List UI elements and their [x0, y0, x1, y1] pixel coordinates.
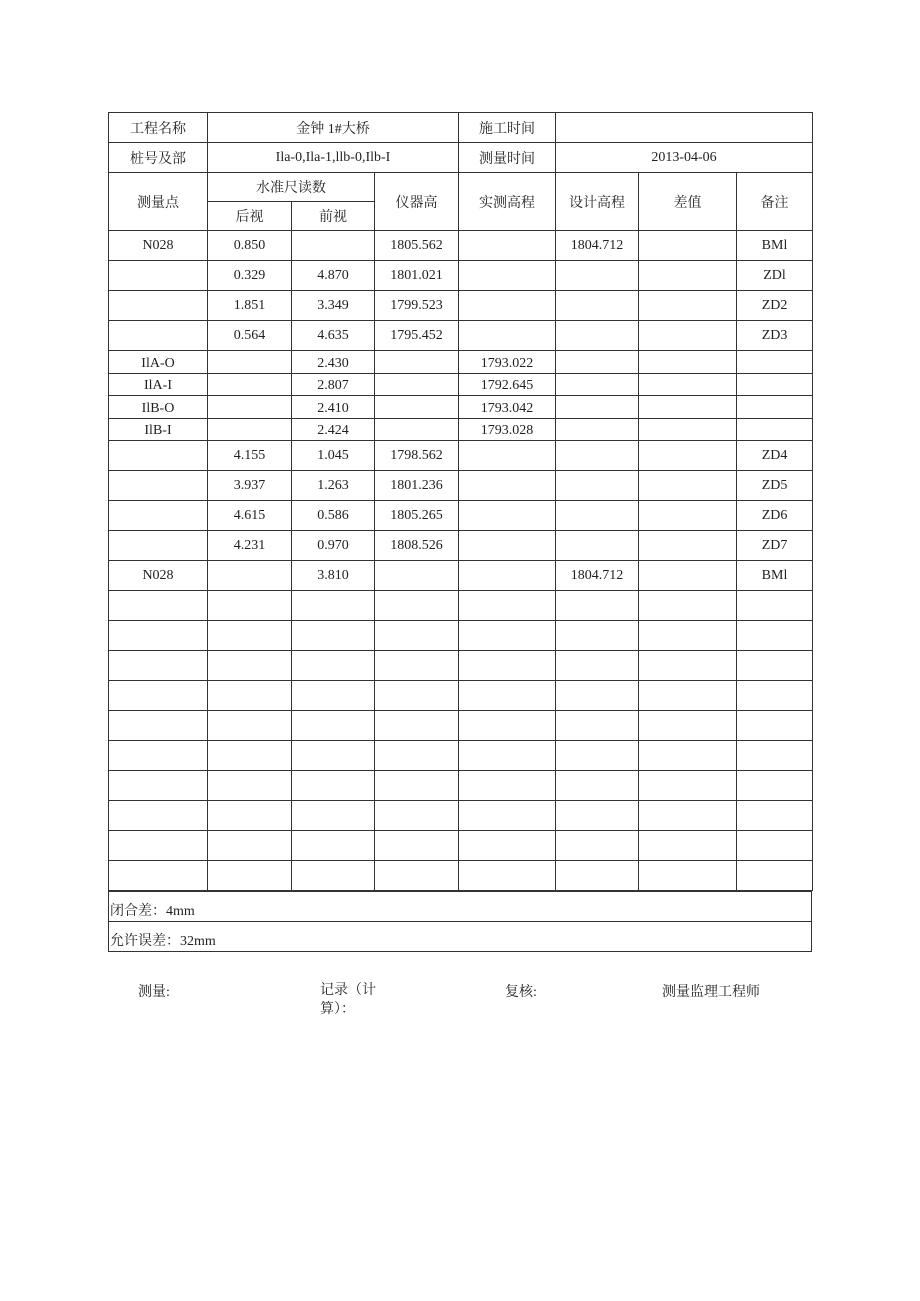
empty-cell: [639, 801, 737, 831]
cell-foresight: 1.263: [292, 471, 375, 501]
empty-cell: [737, 741, 813, 771]
cell-foresight: 2.807: [292, 373, 375, 396]
construction-time-value: [556, 113, 813, 143]
table-row: [109, 531, 813, 561]
empty-cell: [639, 651, 737, 681]
col-foresight: 前视: [292, 202, 375, 231]
empty-cell: [109, 741, 208, 771]
table-row: [109, 261, 813, 291]
cell-point: N028: [109, 231, 208, 261]
cell-point: [109, 291, 208, 321]
empty-cell: [639, 831, 737, 861]
empty-cell: [556, 771, 639, 801]
empty-cell: [292, 801, 375, 831]
empty-row: [109, 741, 813, 771]
empty-cell: [375, 741, 459, 771]
cell-instrument-height: 1795.452: [375, 321, 459, 351]
cell-remark: ZD6: [737, 501, 813, 531]
empty-cell: [208, 651, 292, 681]
empty-cell: [208, 621, 292, 651]
project-label: 工程名称: [109, 113, 208, 143]
cell-point: N028: [109, 561, 208, 591]
empty-cell: [109, 711, 208, 741]
empty-cell: [208, 831, 292, 861]
cell-difference: [639, 531, 737, 561]
empty-cell: [109, 861, 208, 891]
col-measured-elevation: 实测高程: [459, 173, 556, 231]
construction-time-label: 施工时间: [459, 113, 556, 143]
cell-point: [109, 501, 208, 531]
empty-cell: [208, 711, 292, 741]
cell-difference: [639, 418, 737, 441]
col-difference: 差值: [639, 173, 737, 231]
cell-measured-elevation: 1793.042: [459, 396, 556, 419]
cell-design-elevation: 1804.712: [556, 561, 639, 591]
empty-cell: [459, 651, 556, 681]
cell-difference: [639, 396, 737, 419]
cell-foresight: 1.045: [292, 441, 375, 471]
cell-instrument-height: [375, 351, 459, 374]
empty-cell: [109, 771, 208, 801]
empty-cell: [109, 681, 208, 711]
cell-instrument-height: [375, 373, 459, 396]
cell-design-elevation: [556, 291, 639, 321]
recorder-label-line2: 算）：: [320, 1002, 355, 1017]
empty-cell: [292, 591, 375, 621]
allowable-error: 允许误差：32mm: [109, 922, 812, 952]
reviewer-label: 复核:: [505, 985, 537, 1000]
cell-instrument-height: [375, 396, 459, 419]
table-row: [109, 231, 813, 261]
column-header-row: [109, 173, 813, 202]
cell-foresight: 0.586: [292, 501, 375, 531]
empty-cell: [737, 771, 813, 801]
empty-cell: [292, 831, 375, 861]
empty-cell: [639, 771, 737, 801]
cell-measured-elevation: [459, 531, 556, 561]
cell-foresight: 4.870: [292, 261, 375, 291]
station-label: 桩号及部: [109, 143, 208, 173]
cell-measured-elevation: [459, 471, 556, 501]
header-row-project: [109, 113, 813, 143]
cell-design-elevation: [556, 351, 639, 374]
cell-difference: [639, 351, 737, 374]
empty-cell: [737, 591, 813, 621]
empty-cell: [459, 861, 556, 891]
cell-backsight: 1.851: [208, 291, 292, 321]
empty-cell: [292, 711, 375, 741]
allowable-error-row: [109, 922, 812, 952]
cell-backsight: 4.155: [208, 441, 292, 471]
cell-difference: [639, 501, 737, 531]
empty-cell: [556, 621, 639, 651]
error-table: [108, 891, 812, 952]
empty-row: [109, 681, 813, 711]
cell-measured-elevation: [459, 561, 556, 591]
table-row: [109, 441, 813, 471]
cell-backsight: 0.329: [208, 261, 292, 291]
empty-cell: [459, 741, 556, 771]
empty-cell: [109, 651, 208, 681]
cell-foresight: [292, 231, 375, 261]
table-row: [109, 321, 813, 351]
empty-cell: [459, 621, 556, 651]
table-row: [109, 373, 813, 396]
empty-row: [109, 711, 813, 741]
empty-cell: [208, 801, 292, 831]
cell-remark: ZD5: [737, 471, 813, 501]
empty-cell: [292, 861, 375, 891]
cell-difference: [639, 471, 737, 501]
cell-point: IlB-O: [109, 396, 208, 419]
empty-row: [109, 801, 813, 831]
empty-cell: [639, 741, 737, 771]
empty-cell: [737, 621, 813, 651]
cell-design-elevation: [556, 501, 639, 531]
empty-row: [109, 831, 813, 861]
empty-cell: [556, 801, 639, 831]
cell-instrument-height: [375, 418, 459, 441]
cell-design-elevation: [556, 321, 639, 351]
empty-cell: [639, 591, 737, 621]
empty-cell: [375, 861, 459, 891]
cell-difference: [639, 231, 737, 261]
col-remarks: 备注: [737, 173, 813, 231]
empty-cell: [375, 591, 459, 621]
cell-instrument-height: [375, 561, 459, 591]
cell-instrument-height: 1798.562: [375, 441, 459, 471]
cell-backsight: 0.850: [208, 231, 292, 261]
col-instrument-height: 仪器高: [375, 173, 459, 231]
col-level-reading: 水准尺读数: [208, 173, 375, 202]
project-value: 金钟 1#大桥: [208, 113, 459, 143]
empty-cell: [737, 681, 813, 711]
supervisor-label: 测量监理工程师: [662, 985, 760, 1000]
cell-design-elevation: [556, 261, 639, 291]
cell-remark: BMl: [737, 231, 813, 261]
empty-cell: [459, 801, 556, 831]
cell-design-elevation: [556, 396, 639, 419]
empty-cell: [737, 831, 813, 861]
cell-measured-elevation: 1793.022: [459, 351, 556, 374]
empty-cell: [639, 861, 737, 891]
cell-measured-elevation: [459, 291, 556, 321]
cell-remark: [737, 373, 813, 396]
empty-cell: [208, 591, 292, 621]
cell-remark: ZD3: [737, 321, 813, 351]
empty-row: [109, 591, 813, 621]
empty-cell: [459, 771, 556, 801]
empty-cell: [556, 741, 639, 771]
cell-measured-elevation: [459, 441, 556, 471]
empty-cell: [292, 681, 375, 711]
cell-design-elevation: [556, 531, 639, 561]
cell-backsight: 3.937: [208, 471, 292, 501]
cell-difference: [639, 291, 737, 321]
cell-design-elevation: [556, 373, 639, 396]
empty-row: [109, 621, 813, 651]
cell-backsight: 4.231: [208, 531, 292, 561]
cell-backsight: [208, 373, 292, 396]
cell-instrument-height: 1799.523: [375, 291, 459, 321]
empty-cell: [208, 771, 292, 801]
cell-remark: [737, 396, 813, 419]
survey-form: [108, 112, 812, 952]
cell-remark: [737, 351, 813, 374]
empty-row: [109, 651, 813, 681]
cell-backsight: 4.615: [208, 501, 292, 531]
empty-cell: [375, 711, 459, 741]
cell-measured-elevation: 1793.028: [459, 418, 556, 441]
empty-cell: [109, 801, 208, 831]
cell-backsight: [208, 561, 292, 591]
table-row: [109, 471, 813, 501]
col-point: 测量点: [109, 173, 208, 231]
cell-remark: ZD2: [737, 291, 813, 321]
empty-cell: [737, 651, 813, 681]
cell-point: [109, 531, 208, 561]
table-row: [109, 396, 813, 419]
empty-cell: [109, 591, 208, 621]
cell-instrument-height: 1801.021: [375, 261, 459, 291]
cell-point: [109, 441, 208, 471]
empty-cell: [556, 861, 639, 891]
empty-cell: [737, 861, 813, 891]
empty-cell: [292, 621, 375, 651]
empty-cell: [375, 801, 459, 831]
cell-point: IlB-I: [109, 418, 208, 441]
cell-remark: [737, 418, 813, 441]
cell-backsight: [208, 418, 292, 441]
empty-cell: [109, 831, 208, 861]
cell-instrument-height: 1805.265: [375, 501, 459, 531]
table-row: [109, 418, 813, 441]
cell-instrument-height: 1808.526: [375, 531, 459, 561]
empty-cell: [109, 621, 208, 651]
empty-cell: [639, 681, 737, 711]
empty-row: [109, 771, 813, 801]
empty-cell: [375, 831, 459, 861]
empty-cell: [292, 771, 375, 801]
table-row: [109, 351, 813, 374]
empty-cell: [292, 741, 375, 771]
empty-cell: [737, 801, 813, 831]
empty-cell: [375, 651, 459, 681]
empty-cell: [208, 861, 292, 891]
cell-foresight: 3.810: [292, 561, 375, 591]
cell-measured-elevation: [459, 321, 556, 351]
cell-foresight: 4.635: [292, 321, 375, 351]
empty-cell: [459, 591, 556, 621]
cell-difference: [639, 561, 737, 591]
cell-remark: ZDl: [737, 261, 813, 291]
empty-cell: [375, 771, 459, 801]
cell-difference: [639, 373, 737, 396]
cell-foresight: 2.424: [292, 418, 375, 441]
empty-cell: [459, 831, 556, 861]
empty-cell: [556, 831, 639, 861]
empty-cell: [292, 651, 375, 681]
cell-remark: ZD4: [737, 441, 813, 471]
closure-error-row: [109, 892, 812, 922]
cell-point: [109, 321, 208, 351]
empty-cell: [639, 711, 737, 741]
cell-backsight: [208, 396, 292, 419]
empty-cell: [459, 711, 556, 741]
table-row: [109, 501, 813, 531]
station-value: Ila-0,Ila-1,llb-0,Ilb-I: [208, 143, 459, 173]
empty-cell: [556, 591, 639, 621]
empty-cell: [556, 711, 639, 741]
header-row-station: [109, 143, 813, 173]
cell-instrument-height: 1801.236: [375, 471, 459, 501]
empty-cell: [556, 651, 639, 681]
table-row: [109, 561, 813, 591]
cell-point: [109, 261, 208, 291]
empty-cell: [208, 681, 292, 711]
surveyor-label: 测量:: [138, 985, 170, 1000]
cell-design-elevation: 1804.712: [556, 231, 639, 261]
cell-foresight: 2.430: [292, 351, 375, 374]
cell-difference: [639, 441, 737, 471]
cell-design-elevation: [556, 471, 639, 501]
cell-foresight: 0.970: [292, 531, 375, 561]
cell-remark: ZD7: [737, 531, 813, 561]
empty-cell: [208, 741, 292, 771]
cell-measured-elevation: [459, 501, 556, 531]
closure-error: 闭合差：4mm: [109, 892, 812, 922]
cell-backsight: 0.564: [208, 321, 292, 351]
table-row: [109, 291, 813, 321]
empty-cell: [556, 681, 639, 711]
cell-difference: [639, 261, 737, 291]
cell-point: IlA-I: [109, 373, 208, 396]
empty-cell: [459, 681, 556, 711]
empty-cell: [639, 621, 737, 651]
cell-remark: BMl: [737, 561, 813, 591]
cell-foresight: 2.410: [292, 396, 375, 419]
cell-instrument-height: 1805.562: [375, 231, 459, 261]
cell-design-elevation: [556, 441, 639, 471]
empty-row: [109, 861, 813, 891]
empty-cell: [375, 681, 459, 711]
empty-cell: [737, 711, 813, 741]
col-design-elevation: 设计高程: [556, 173, 639, 231]
cell-backsight: [208, 351, 292, 374]
cell-point: [109, 471, 208, 501]
measure-time-label: 测量时间: [459, 143, 556, 173]
empty-cell: [375, 621, 459, 651]
cell-point: IlA-O: [109, 351, 208, 374]
cell-measured-elevation: [459, 231, 556, 261]
cell-foresight: 3.349: [292, 291, 375, 321]
recorder-label: [320, 981, 376, 1019]
cell-difference: [639, 321, 737, 351]
cell-design-elevation: [556, 418, 639, 441]
cell-measured-elevation: 1792.645: [459, 373, 556, 396]
col-backsight: 后视: [208, 202, 292, 231]
measure-time-value: 2013-04-06: [556, 143, 813, 173]
recorder-label-line1: 记录（计: [320, 983, 376, 998]
leveling-table: [108, 112, 813, 891]
cell-measured-elevation: [459, 261, 556, 291]
